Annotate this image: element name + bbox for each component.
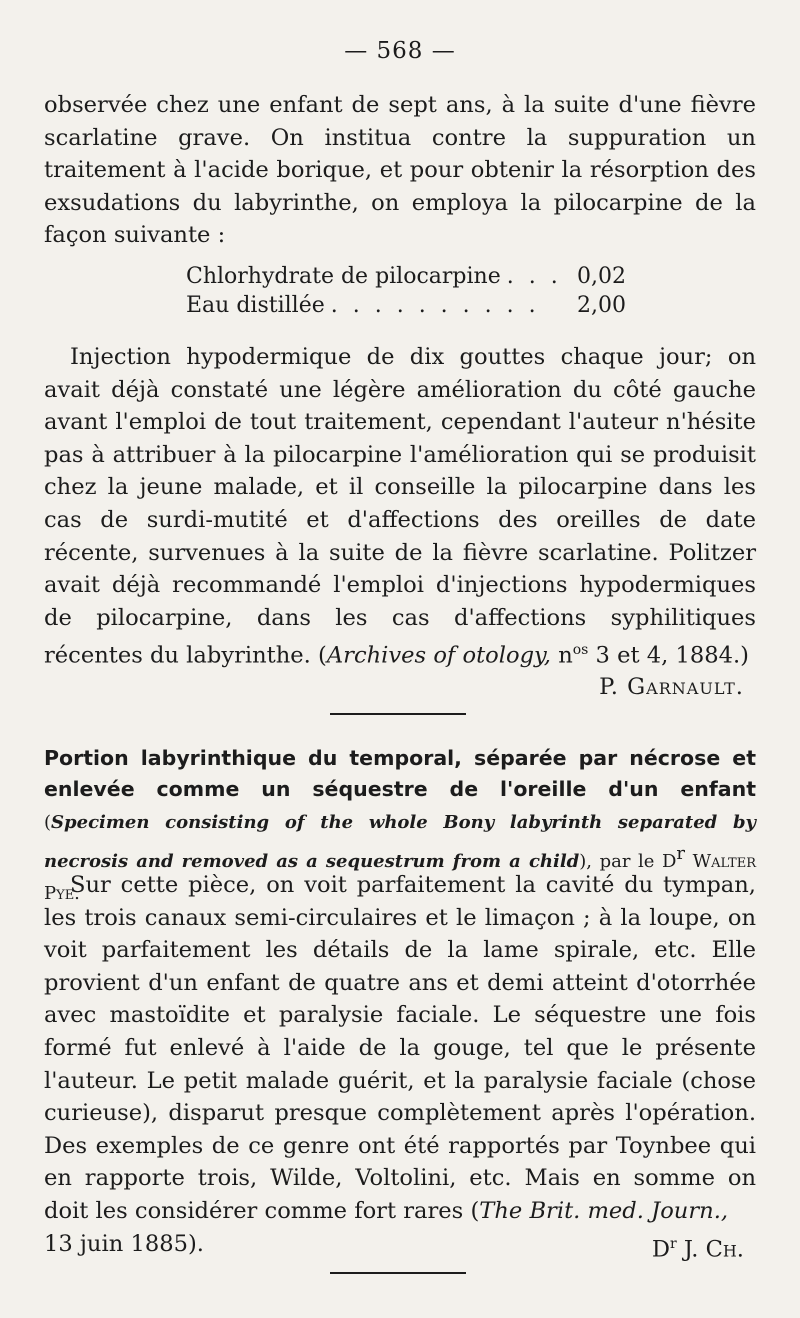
paragraph-text: [44, 341, 756, 672]
paragraph-continuation: [44, 89, 756, 252]
closing-line: [44, 1228, 756, 1266]
ingredient-amount: 0,02: [577, 264, 626, 289]
heading-by: par le D: [592, 850, 677, 872]
ingredient-name: Eau distillée: [186, 293, 325, 318]
formula-row: [186, 262, 626, 291]
dot-leader: . . . . . . . . . .: [330, 293, 540, 318]
signature-garnault: [599, 674, 744, 700]
paragraph-text: observée chez une enfant de sept ans, à la suite d'une fièvre scarlatine grave. On institua contre la suppuration un traitement à l'acide borique, et pour obtenir la résorption des exsudations du labyrinthe, on employa la pilocarpine de la façon suivante :: [44, 92, 756, 249]
number-abbrev-sup: os: [572, 642, 589, 659]
signature-name: J. Ch.: [676, 1236, 744, 1263]
section-divider: [330, 1272, 466, 1274]
paragraph-text: [44, 869, 756, 1228]
signature-ch: [652, 1228, 756, 1266]
publication-date: 13 juin 1885).: [44, 1230, 204, 1257]
signature-title: D: [651, 1236, 671, 1263]
prescription-formula: [186, 262, 626, 320]
ingredient-name: Chlorhydrate de pilocarpine: [186, 264, 501, 289]
heading-author: Walter Pye.: [44, 850, 756, 904]
heading-english-title: Specimen consisting of the whole Bony labyrinth separated by necrosis and removed as a sequestrum from a child: [44, 812, 756, 872]
section-divider: [330, 713, 466, 715]
formula-row: [186, 291, 626, 320]
heading-paren: (: [44, 812, 52, 833]
heading-paren: ),: [579, 850, 593, 872]
journal-title: Archives of otology,: [326, 642, 551, 669]
number-abbrev: n: [558, 642, 573, 669]
journal-title: The Brit. med. Journ.,: [479, 1197, 729, 1224]
paragraph-body: Injection hypodermique de dix gouttes chaque jour; on avait déjà constaté une légère amélioration du côté gauche avant l'emploi de tout traitement, cependant l'auteur n'hésite pas à attribuer à la pilocarpine l'amélioration qui se produisit chez la jeune malade, et il conseille la pilocarpine dans les cas de surdi-mutité et d'affections des oreilles de date récente, survenues à la suite de la fièvre scarlatine. Politzer avait déjà recommandé l'emploi d'injections hypodermiques de pilocarpine, dans les cas d'affections syphilitiques récentes du labyrinthe. (: [44, 344, 756, 669]
heading-by-sup: r: [676, 843, 686, 864]
paragraph-specimen: [44, 869, 756, 1266]
signature-text: P. Garnault.: [599, 674, 744, 700]
signature-title-sup: r: [670, 1235, 677, 1252]
page-number: — 568 —: [344, 38, 456, 64]
dot-leader: . . .: [506, 264, 562, 289]
heading-french-title: Portion labyrinthique du temporal, séparée par nécrose et enlevée comme un séquestre de l'oreille d'un enfant: [44, 746, 756, 801]
ingredient-amount: 2,00: [577, 293, 626, 318]
reference-detail: 3 et 4, 1884.): [588, 642, 749, 669]
paragraph-injection: [44, 341, 756, 672]
paragraph-body: Sur cette pièce, on voit parfaitement la cavité du tympan, les trois canaux semi-circulaires et le limaçon ; à la loupe, on voit parfaitement les détails de la lame spirale, etc. Elle provient d'un enfant de quatre ans et demi atteint d'otorrhée avec mastoïdite et paralysie faciale. Le séquestre une fois formé fut enlevé à l'aide de la gouge, tel que le présente l'auteur. Le petit malade guérit, et la paralysie faciale (chose curieuse), disparut presque complètement après l'opération. Des exemples de ce genre ont été rapportés par Toynbee qui en rapporte trois, Wilde, Voltolini, etc. Mais en somme on doit les considérer comme fort rares (: [44, 872, 756, 1224]
